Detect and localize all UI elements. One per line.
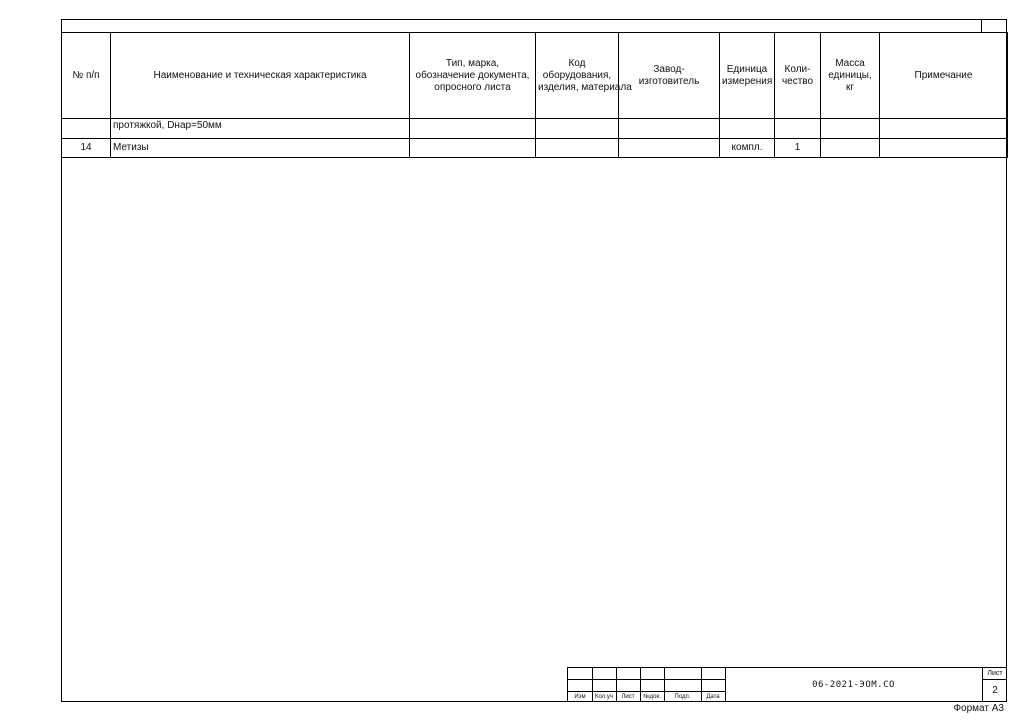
cell-qty: 1	[775, 139, 821, 158]
table-row	[62, 139, 1008, 158]
cell-num	[62, 119, 111, 139]
table-header-row	[62, 33, 1008, 119]
document-code: 06-2021-ЭОМ.СО	[812, 680, 895, 690]
header-qty: Коли- чество	[775, 33, 821, 119]
header-type: Тип, марка, обозначение документа, опросного листа	[410, 33, 536, 119]
cell-qty	[775, 119, 821, 139]
sheet-number: 2	[992, 685, 998, 696]
cell-mass	[821, 139, 880, 158]
cell-mass	[821, 119, 880, 139]
sheet-label: Лист	[987, 670, 1003, 677]
cell-code	[536, 139, 619, 158]
cell-maker	[619, 139, 720, 158]
corner-box	[981, 19, 1007, 32]
header-unit: Единица измерения	[720, 33, 775, 119]
title-block	[567, 667, 1007, 702]
cell-maker	[619, 119, 720, 139]
stamp-label-date: Дата	[706, 694, 720, 700]
stamp-label-signature: Подп.	[674, 694, 691, 700]
cell-note	[880, 139, 1008, 158]
header-note: Примечание	[880, 33, 1008, 119]
cell-code	[536, 119, 619, 139]
cell-name: Метизы	[111, 139, 410, 158]
cell-name: протяжкой, Dнар=50мм	[111, 119, 410, 139]
header-maker: Завод- изготовитель	[619, 33, 720, 119]
stamp-label-doc: №док.	[643, 694, 661, 700]
specification-table	[61, 32, 1008, 158]
cell-unit	[720, 119, 775, 139]
cell-note	[880, 119, 1008, 139]
table-row	[62, 119, 1008, 139]
stamp-label-sheet: Лист	[621, 694, 635, 700]
header-code: Код оборудования, изделия, материала	[536, 33, 619, 119]
header-name: Наименование и техническая характеристика	[111, 33, 410, 119]
cell-type	[410, 119, 536, 139]
header-mass: Масса единицы, кг	[821, 33, 880, 119]
cell-num: 14	[62, 139, 111, 158]
stamp-label-count: Кол.уч	[595, 694, 613, 700]
cell-type	[410, 139, 536, 158]
header-num: № п/п	[62, 33, 111, 119]
format-label: Формат А3	[953, 703, 1004, 714]
stamp-label-change: Изм	[574, 694, 586, 700]
cell-unit: компл.	[720, 139, 775, 158]
